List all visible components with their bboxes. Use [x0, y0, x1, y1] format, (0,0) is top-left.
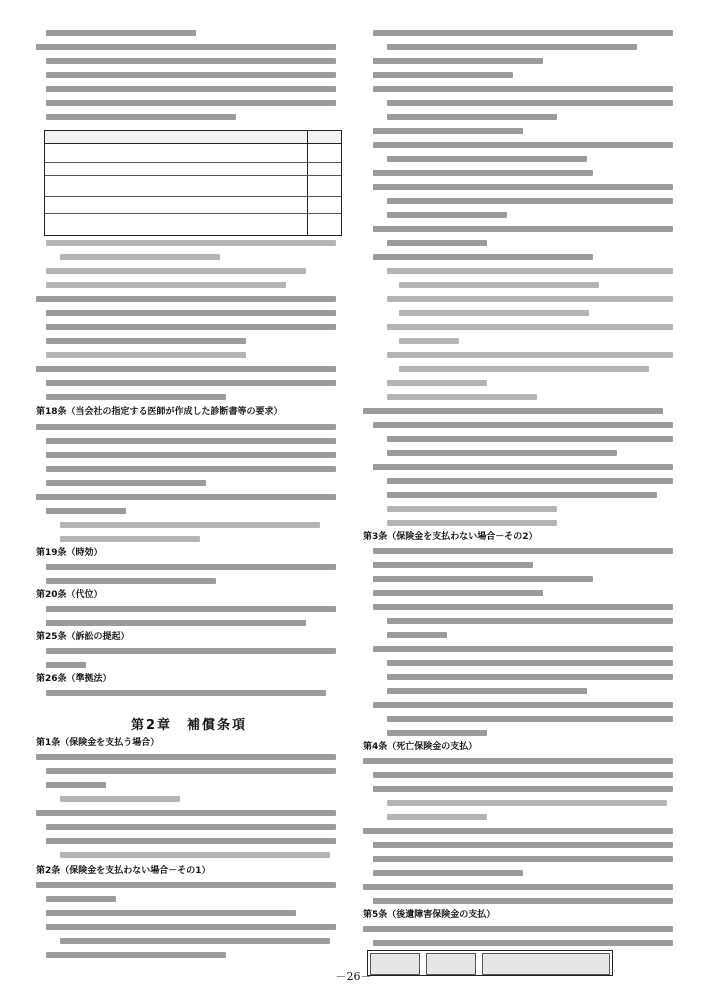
text-line — [387, 100, 673, 106]
text-line — [36, 296, 336, 302]
text-line — [46, 690, 326, 696]
text-line — [46, 564, 336, 570]
text-line — [46, 662, 86, 668]
text-line — [373, 72, 513, 78]
text-line — [387, 394, 537, 400]
section-heading: 第25条（訴訟の提起） — [36, 632, 130, 642]
text-line — [387, 716, 673, 722]
text-line — [373, 590, 543, 596]
text-line — [60, 852, 330, 858]
text-line — [387, 436, 673, 442]
text-line — [46, 394, 226, 400]
text-line — [387, 800, 667, 806]
text-line — [46, 606, 336, 612]
text-line — [387, 296, 673, 302]
right-column — [363, 26, 679, 952]
text-line — [363, 828, 673, 834]
text-line — [46, 100, 336, 106]
text-line — [399, 310, 589, 316]
text-line — [373, 226, 673, 232]
text-line — [387, 240, 487, 246]
left-column — [36, 26, 342, 952]
section-heading: 第1条（保険金を支払う場合） — [36, 738, 160, 748]
text-line — [387, 156, 587, 162]
text-line — [46, 72, 336, 78]
text-line — [46, 282, 286, 288]
text-line — [46, 338, 246, 344]
text-line — [387, 114, 557, 120]
text-line — [387, 450, 617, 456]
text-line — [387, 324, 673, 330]
text-line — [46, 114, 236, 120]
text-line — [363, 884, 673, 890]
text-line — [373, 940, 673, 946]
table-row — [45, 197, 341, 214]
text-line — [373, 576, 593, 582]
text-line — [373, 856, 673, 862]
table-row — [45, 144, 341, 163]
text-line — [387, 212, 507, 218]
text-line — [36, 494, 336, 500]
text-line — [387, 380, 487, 386]
text-line — [46, 240, 336, 246]
text-line — [373, 604, 673, 610]
section-heading: 第18条（当会社の指定する医師が作成した診断書等の要求） — [36, 407, 283, 417]
text-line — [373, 464, 673, 470]
text-line — [387, 618, 673, 624]
text-line — [46, 896, 116, 902]
text-line — [373, 842, 673, 848]
section-heading: 第5条（後遺障害保険金の支払） — [363, 910, 496, 920]
text-line — [46, 380, 336, 386]
text-line — [36, 424, 336, 430]
text-line — [399, 366, 649, 372]
text-line — [363, 408, 663, 414]
text-line — [399, 282, 599, 288]
text-line — [36, 882, 336, 888]
text-line — [373, 646, 673, 652]
text-line — [36, 810, 336, 816]
text-line — [46, 324, 336, 330]
text-line — [46, 268, 306, 274]
text-line — [36, 366, 336, 372]
text-line — [60, 796, 180, 802]
text-line — [46, 310, 336, 316]
text-line — [46, 86, 336, 92]
page-number: －26－ — [335, 970, 372, 983]
text-line — [373, 548, 673, 554]
text-line — [46, 838, 336, 844]
text-line — [373, 254, 593, 260]
text-line — [387, 520, 557, 526]
text-line — [46, 910, 296, 916]
text-line — [387, 352, 673, 358]
text-line — [46, 30, 196, 36]
text-line — [373, 128, 523, 134]
text-line — [46, 438, 336, 444]
table-header — [45, 131, 341, 144]
text-line — [60, 938, 330, 944]
text-line — [363, 758, 673, 764]
text-line — [373, 786, 673, 792]
text-line — [46, 58, 336, 64]
text-line — [387, 688, 587, 694]
text-line — [373, 170, 593, 176]
text-line — [387, 660, 673, 666]
section-heading: 第20条（代位） — [36, 590, 103, 600]
text-line — [373, 870, 523, 876]
text-line — [373, 422, 673, 428]
text-line — [387, 492, 657, 498]
text-line — [373, 898, 673, 904]
text-line — [373, 30, 673, 36]
text-line — [373, 58, 543, 64]
text-line — [60, 536, 200, 542]
text-line — [36, 754, 336, 760]
text-line — [46, 578, 216, 584]
chapter-title: 第2章 補償条項 — [130, 718, 248, 733]
text-line — [373, 702, 673, 708]
text-line — [46, 782, 106, 788]
section-heading: 第3条（保険金を支払わない場合－その2） — [363, 532, 538, 542]
text-line — [373, 184, 673, 190]
text-line — [373, 86, 673, 92]
text-line — [387, 506, 557, 512]
reference-table — [44, 130, 342, 236]
text-line — [60, 254, 220, 260]
section-heading: 第2条（保険金を支払わない場合－その1） — [36, 866, 211, 876]
text-line — [46, 466, 336, 472]
text-line — [46, 480, 206, 486]
text-line — [46, 648, 336, 654]
text-line — [46, 952, 226, 958]
text-line — [373, 562, 533, 568]
text-line — [373, 772, 673, 778]
text-line — [46, 824, 336, 830]
text-line — [46, 452, 336, 458]
text-line — [387, 814, 487, 820]
table-row — [45, 176, 341, 197]
text-line — [387, 44, 637, 50]
section-heading: 第4条（死亡保険金の支払） — [363, 742, 478, 752]
text-line — [36, 44, 336, 50]
text-line — [46, 352, 246, 358]
text-line — [387, 674, 673, 680]
text-line — [387, 198, 673, 204]
text-line — [60, 522, 320, 528]
text-line — [363, 926, 673, 932]
text-line — [46, 768, 336, 774]
text-line — [399, 338, 459, 344]
text-line — [387, 632, 447, 638]
section-heading: 第26条（準拠法） — [36, 674, 112, 684]
table-row — [45, 163, 341, 176]
text-line — [373, 142, 673, 148]
text-line — [46, 508, 126, 514]
section-heading: 第19条（時効） — [36, 548, 103, 558]
text-line — [387, 268, 673, 274]
table-row — [45, 214, 341, 234]
text-line — [387, 730, 487, 736]
text-line — [46, 924, 336, 930]
text-line — [46, 620, 306, 626]
text-line — [387, 478, 673, 484]
